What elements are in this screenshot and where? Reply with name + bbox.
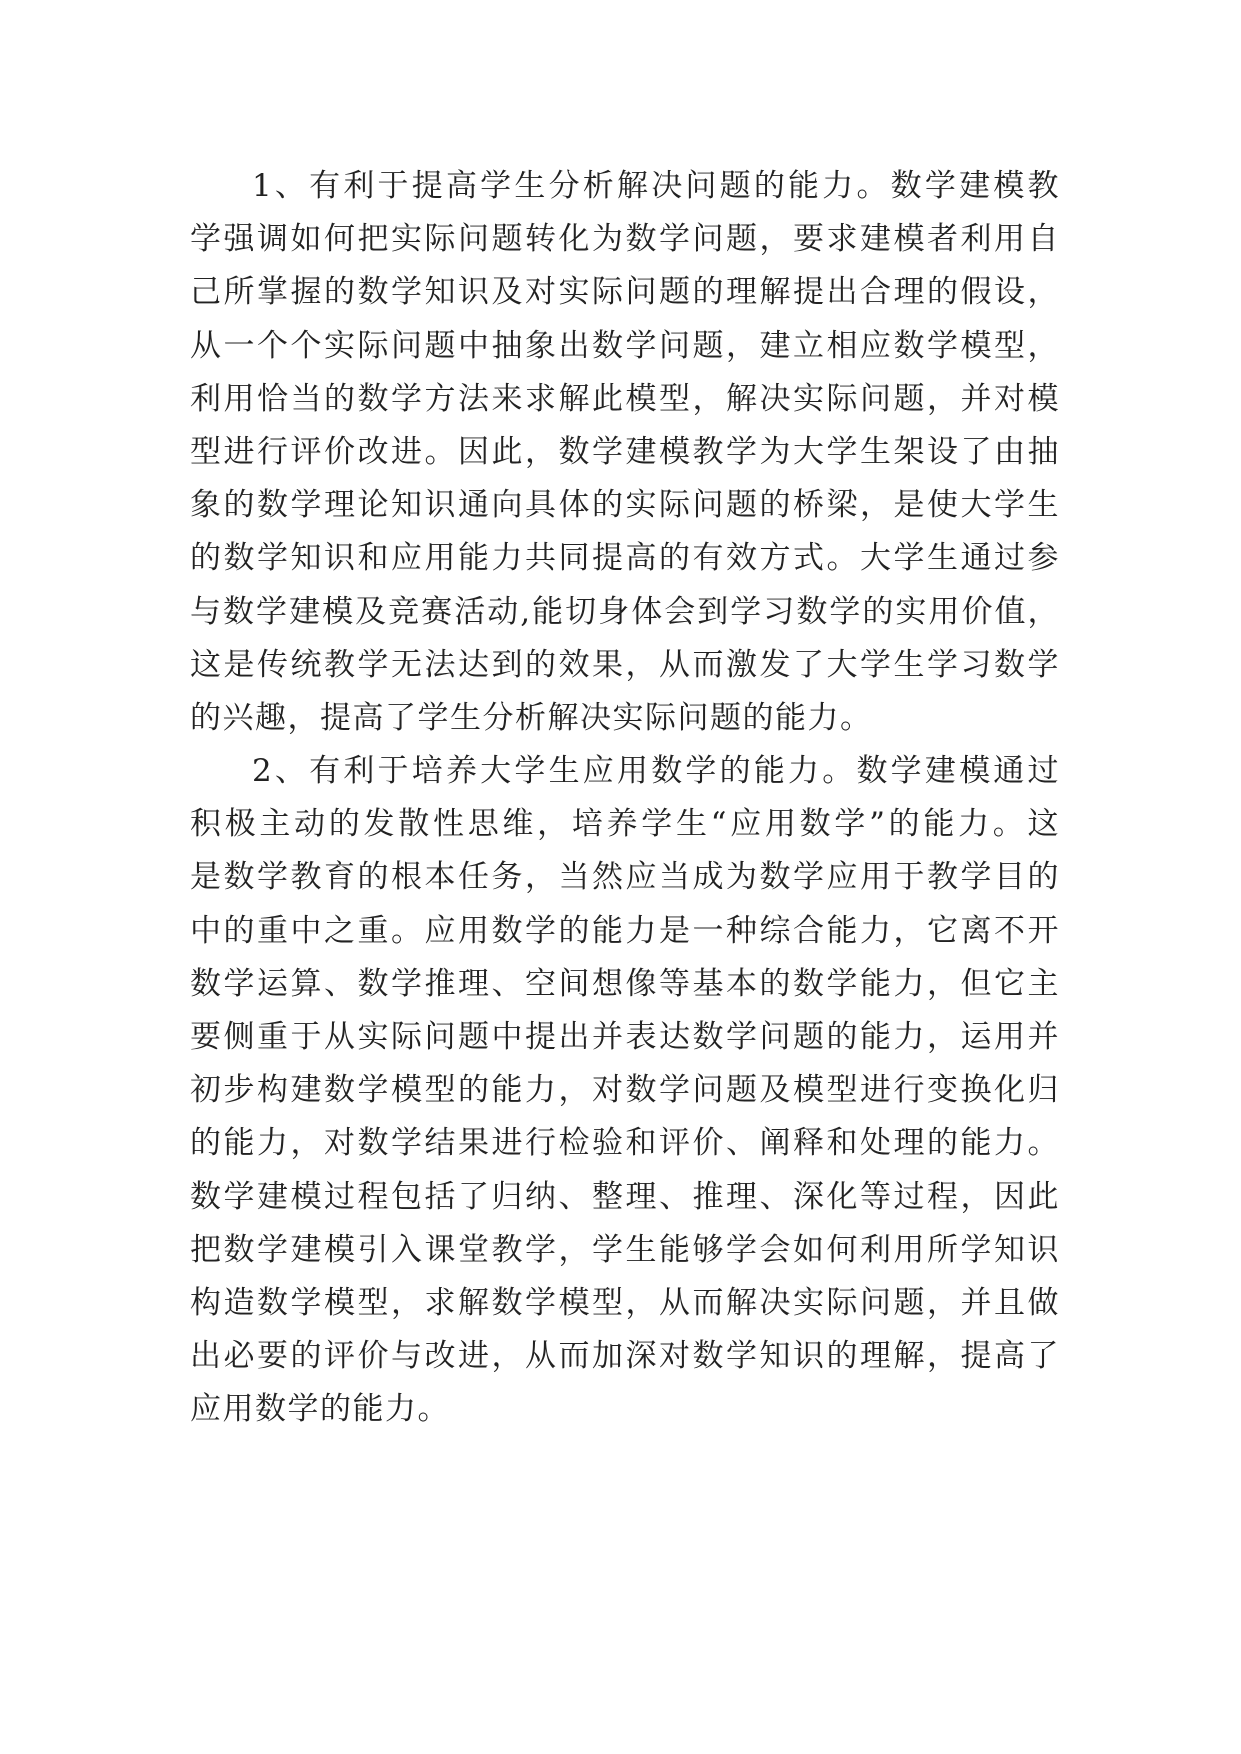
paragraph-line: 出必要的评价与改进，从而加深对数学知识的理解，提高了	[190, 1338, 1060, 1375]
paragraph-line: 2、有利于培养大学生应用数学的能力。数学建模通过	[252, 753, 1060, 790]
paragraph-line: 数学建模过程包括了归纳、整理、推理、深化等过程，因此	[190, 1178, 1060, 1215]
paragraph-line: 要侧重于从实际问题中提出并表达数学问题的能力，运用并	[190, 1019, 1060, 1055]
document-body	[190, 160, 1060, 1437]
paragraph-line: 这是传统教学无法达到的效果，从而激发了大学生学习数学	[190, 646, 1060, 683]
paragraph-line: 从一个个实际问题中抽象出数学问题，建立相应数学模型，	[190, 327, 1060, 364]
paragraph-1	[190, 160, 1060, 745]
paragraph-line: 与数学建模及竞赛活动,能切身体会到学习数学的实用价值，	[190, 593, 1060, 630]
paragraph-line: 是数学教育的根本任务，当然应当成为数学应用于教学目的	[190, 859, 1060, 896]
paragraph-line: 的兴趣，提高了学生分析解决实际问题的能力。	[190, 699, 873, 736]
paragraph-line: 利用恰当的数学方法来求解此模型，解决实际问题，并对模	[190, 380, 1060, 417]
paragraph-line: 数学运算、数学推理、空间想像等基本的数学能力，但它主	[190, 965, 1060, 1002]
paragraph-line: 构造数学模型，求解数学模型，从而解决实际问题，并且做	[190, 1284, 1060, 1321]
paragraph-line: 1、有利于提高学生分析解决问题的能力。数学建模教	[252, 168, 1060, 204]
paragraph-line: 己所掌握的数学知识及对实际问题的理解提出合理的假设，	[190, 274, 1060, 311]
paragraph-line: 中的重中之重。应用数学的能力是一种综合能力，它离不开	[190, 912, 1060, 949]
paragraph-line: 象的数学理论知识通向具体的实际问题的桥梁，是使大学生	[190, 487, 1060, 524]
paragraph-line: 初步构建数学模型的能力，对数学问题及模型进行变换化归	[190, 1072, 1060, 1109]
paragraph-line: 的能力，对数学结果进行检验和评价、阐释和处理的能力。	[190, 1125, 1060, 1162]
paragraph-2	[190, 745, 1060, 1436]
paragraph-line: 型进行评价改进。因此，数学建模教学为大学生架设了由抽	[190, 433, 1060, 470]
paragraph-line: 应用数学的能力。	[190, 1391, 450, 1428]
paragraph-line: 把数学建模引入课堂教学，学生能够学会如何利用所学知识	[190, 1231, 1060, 1268]
paragraph-line: 积极主动的发散性思维，培养学生“应用数学”的能力。这	[190, 806, 1060, 843]
paragraph-line: 的数学知识和应用能力共同提高的有效方式。大学生通过参	[190, 540, 1060, 577]
paragraph-line: 学强调如何把实际问题转化为数学问题，要求建模者利用自	[190, 221, 1060, 258]
